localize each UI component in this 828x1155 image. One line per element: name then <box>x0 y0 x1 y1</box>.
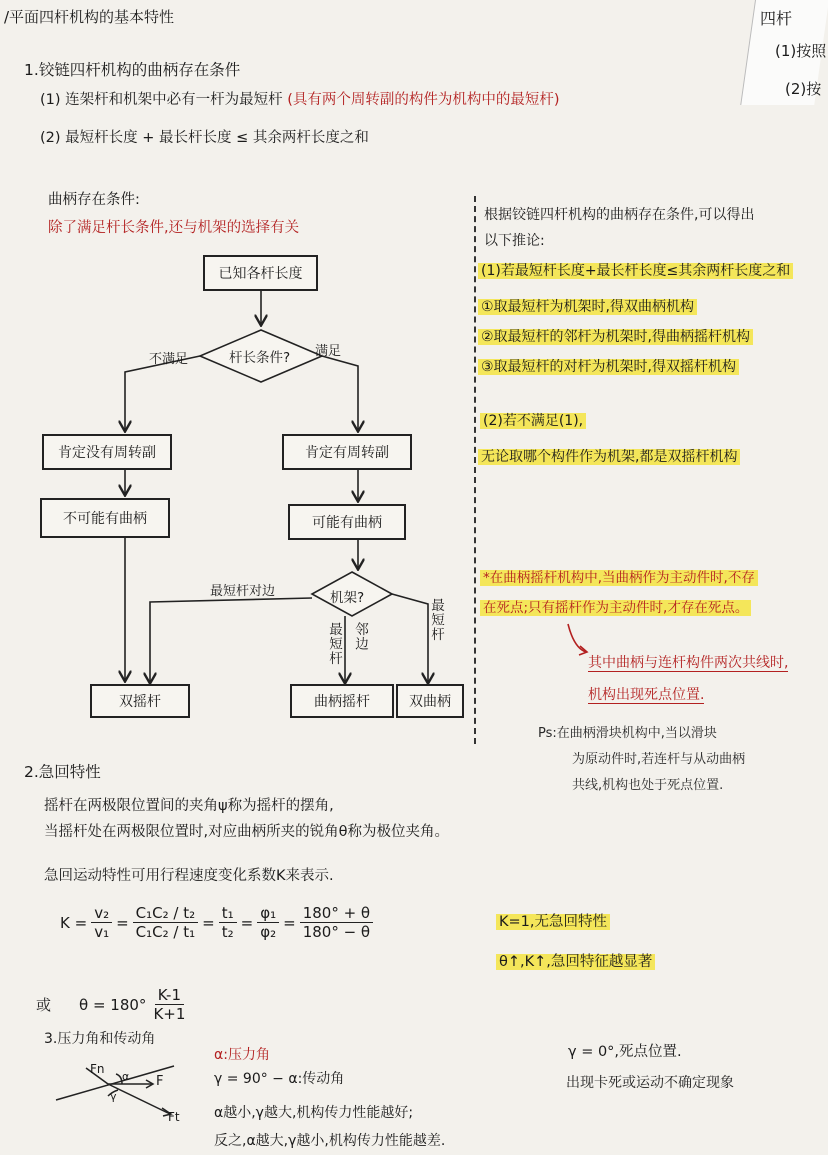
label-ft: Ft <box>168 1110 180 1124</box>
flow-yes-label: 满足 <box>315 344 342 359</box>
flow-out-double-crank: 双曲柄 <box>396 684 464 718</box>
right-p5: 无论取哪个构件作为机架,都是双摇杆机构 <box>478 449 740 465</box>
flow-out-double-rocker: 双摇杆 <box>90 684 190 718</box>
right-ps-2: 为原动件时,若连杆与从动曲柄 <box>572 752 746 767</box>
right-ps-1: Ps:在曲柄滑块机构中,当以滑块 <box>538 726 717 741</box>
k-c-t1: C₁C₂ / t₁ <box>135 923 196 941</box>
sec3-a3: α越小,γ越大,机构传力性能越好; <box>214 1105 414 1121</box>
k-v1: v₁ <box>94 923 110 941</box>
label-gamma: γ <box>110 1090 117 1103</box>
k-den: 180° − θ <box>302 923 371 941</box>
k-symbol: K = <box>60 913 88 932</box>
flow-right-box-1: 肯定有周转副 <box>282 434 412 470</box>
sec3-a4: 反之,α越大,γ越小,机构传力性能越差. <box>214 1133 446 1149</box>
flow-out-crank-rocker: 曲柄摇杆 <box>290 684 394 718</box>
k-t1: t₁ <box>219 904 237 923</box>
corner-text-1: 四杆 <box>760 9 793 28</box>
flow-left-box-2: 不可能有曲柄 <box>40 498 170 538</box>
right-red-4: 机构出现死点位置. <box>588 687 705 703</box>
k-note-1: K=1,无急回特性 <box>496 914 610 930</box>
flow-frame-diamond-label: 机架? <box>330 590 365 606</box>
k-phi2: φ₂ <box>260 923 277 941</box>
flow-no-label: 不满足 <box>149 352 189 367</box>
sec3-g2: 出现卡死或运动不确定现象 <box>566 1075 734 1091</box>
column-divider <box>474 196 476 744</box>
theta-or: 或 <box>36 996 52 1014</box>
sec1-cond1-note: (具有两个周转副的构件为机构中的最短杆) <box>287 92 560 108</box>
flow-adjacent-label: 邻边 <box>352 622 368 651</box>
right-bullet-1: ①取最短杆为机架时,得双曲柄机构 <box>478 299 697 315</box>
k-v2: v₂ <box>91 904 112 923</box>
right-red-1: *在曲柄摇杆机构中,当曲柄作为主动件时,不存 <box>480 570 758 586</box>
right-bullet-2: ②取最短杆的邻杆为机架时,得曲柄摇杆机构 <box>478 329 753 345</box>
flow-shortest-label: 最短杆 <box>326 622 342 666</box>
right-p3: (1)若最短杆长度+最长杆长度≤其余两杆长度之和 <box>478 263 793 279</box>
right-bullet-3: ③取最短杆的对杆为机架时,得双摇杆机构 <box>478 359 739 375</box>
right-ps-3: 共线,机构也处于死点位置. <box>572 778 724 793</box>
sec1-cond1: (1) 连架杆和机架中必有一杆为最短杆 <box>40 92 283 108</box>
sec2-line-1: 摇杆在两极限位置间的夹角ψ称为摇杆的摆角, <box>44 798 334 814</box>
k-c-t2: C₁C₂ / t₂ <box>133 904 198 923</box>
right-red-3: 其中曲柄与连杆构件两次共线时, <box>588 655 789 671</box>
k-phi1: φ₁ <box>257 904 279 923</box>
sec2-line-2: 当摇杆处在两极限位置时,对应曲柄所夹的锐角θ称为极位夹角。 <box>44 824 449 840</box>
sec2-heading: 2.急回特性 <box>24 763 101 781</box>
right-red-2: 在死点;只有摇杆作为主动件时,才存在死点。 <box>480 600 751 616</box>
sec1-heading: 1.铰链四杆机构的曲柄存在条件 <box>24 61 241 79</box>
label-alpha: α <box>122 1070 130 1083</box>
flow-intro-1: 曲柄存在条件: <box>48 192 140 208</box>
label-fn: Fn <box>90 1062 105 1076</box>
sec3-a2: γ = 90° − α:传动角 <box>214 1071 345 1087</box>
sec1-cond2: (2) 最短杆长度 + 最长杆长度 ≤ 其余两杆长度之和 <box>40 130 369 146</box>
theta-num: K-1 <box>155 986 184 1005</box>
theta-den: K+1 <box>153 1005 186 1023</box>
flow-opp-label: 最短杆对边 <box>210 584 276 599</box>
flow-right-box-2: 可能有曲柄 <box>288 504 406 540</box>
theta-formula <box>36 986 192 1023</box>
corner-text-2: (1)按照 <box>775 42 827 60</box>
k-note-2: θ↑,K↑,急回特征越显著 <box>496 954 655 970</box>
k-num: 180° + θ <box>300 904 373 923</box>
label-f: F <box>156 1074 164 1089</box>
sec3-heading: 3.压力角和传动角 <box>44 1031 156 1047</box>
right-p2: 以下推论: <box>484 233 545 249</box>
k-t2: t₂ <box>221 923 234 941</box>
flow-cond-diamond-label: 杆长条件? <box>229 350 291 366</box>
flowchart-connectors <box>0 0 470 760</box>
sec3-g1: γ = 0°,死点位置. <box>568 1044 682 1060</box>
right-p1: 根据铰链四杆机构的曲柄存在条件,可以得出 <box>484 207 755 223</box>
right-p4: (2)若不满足(1), <box>480 413 586 429</box>
theta-lhs: θ = 180° <box>79 995 147 1014</box>
flow-intro-2: 除了满足杆长条件,还与机架的选择有关 <box>48 220 300 236</box>
k-formula: K = $\frac{\text{v₂}}{\text{v₁}}$ = $\frac{\text{C₁C₂ / t₂}}{\text{C₁C₂ / t₁}}$ = $\frac{\text{t₁}}{\text{t₂}}$ = $\frac{\text{φ₁}}{\text{φ₂}}$ = $\frac{180^\circ + \theta}{180^\circ - \theta}$ <box>60 904 377 941</box>
flow-left-box-1: 肯定没有周转副 <box>42 434 172 470</box>
flow-shortest2-label: 最短杆 <box>428 598 444 642</box>
page-title: /平面四杆机构的基本特性 <box>4 8 175 26</box>
sec3-a1: α:压力角 <box>214 1047 270 1063</box>
sec2-line-3: 急回运动特性可用行程速度变化系数K来表示. <box>44 868 334 884</box>
flow-start-box: 已知各杆长度 <box>203 255 318 291</box>
corner-text-3: (2)按 <box>785 80 822 98</box>
